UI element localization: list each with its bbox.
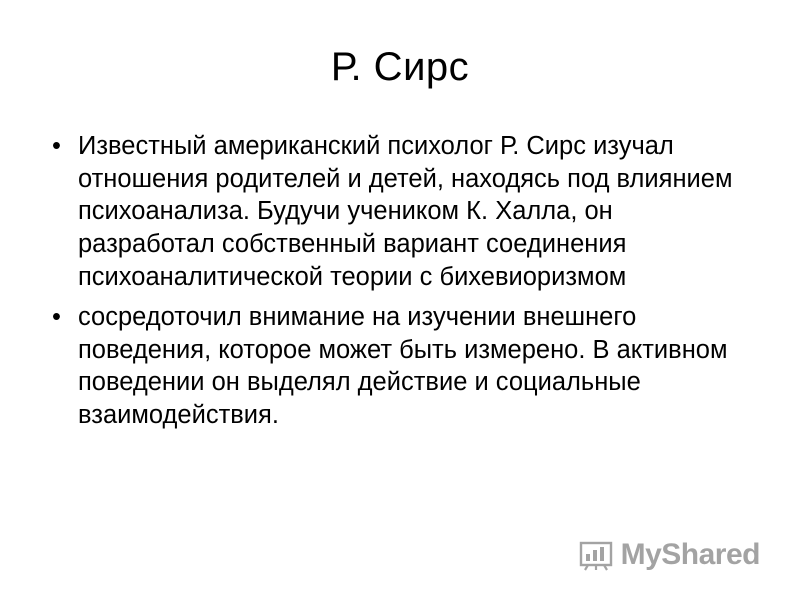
page-title: Р. Сирс (330, 45, 470, 89)
bullet-marker-icon: • (52, 132, 61, 160)
slide-body (0, 130, 800, 432)
bullet-list (40, 130, 754, 432)
watermark-label: MyShared (620, 538, 760, 571)
list-item-text: Известный американский психолог Р. Сирс изучал отношения родителей и детей, находясь под влиянием психоанализа. Будучи учеником К. Халла, он разработал собственный вариант соединения психоаналитической теории с бихевиоризмом (78, 132, 733, 291)
list-item (40, 130, 754, 293)
chart-presentation-icon (579, 538, 613, 572)
bullet-marker-icon: • (52, 303, 61, 332)
list-item-text: сосредоточил внимание на изучении внешнего поведения, которое может быть измерено. В активном поведении он выделял действие и социальные взаимодействия. (78, 303, 728, 429)
list-item (40, 301, 754, 432)
myshared-watermark (579, 538, 760, 572)
